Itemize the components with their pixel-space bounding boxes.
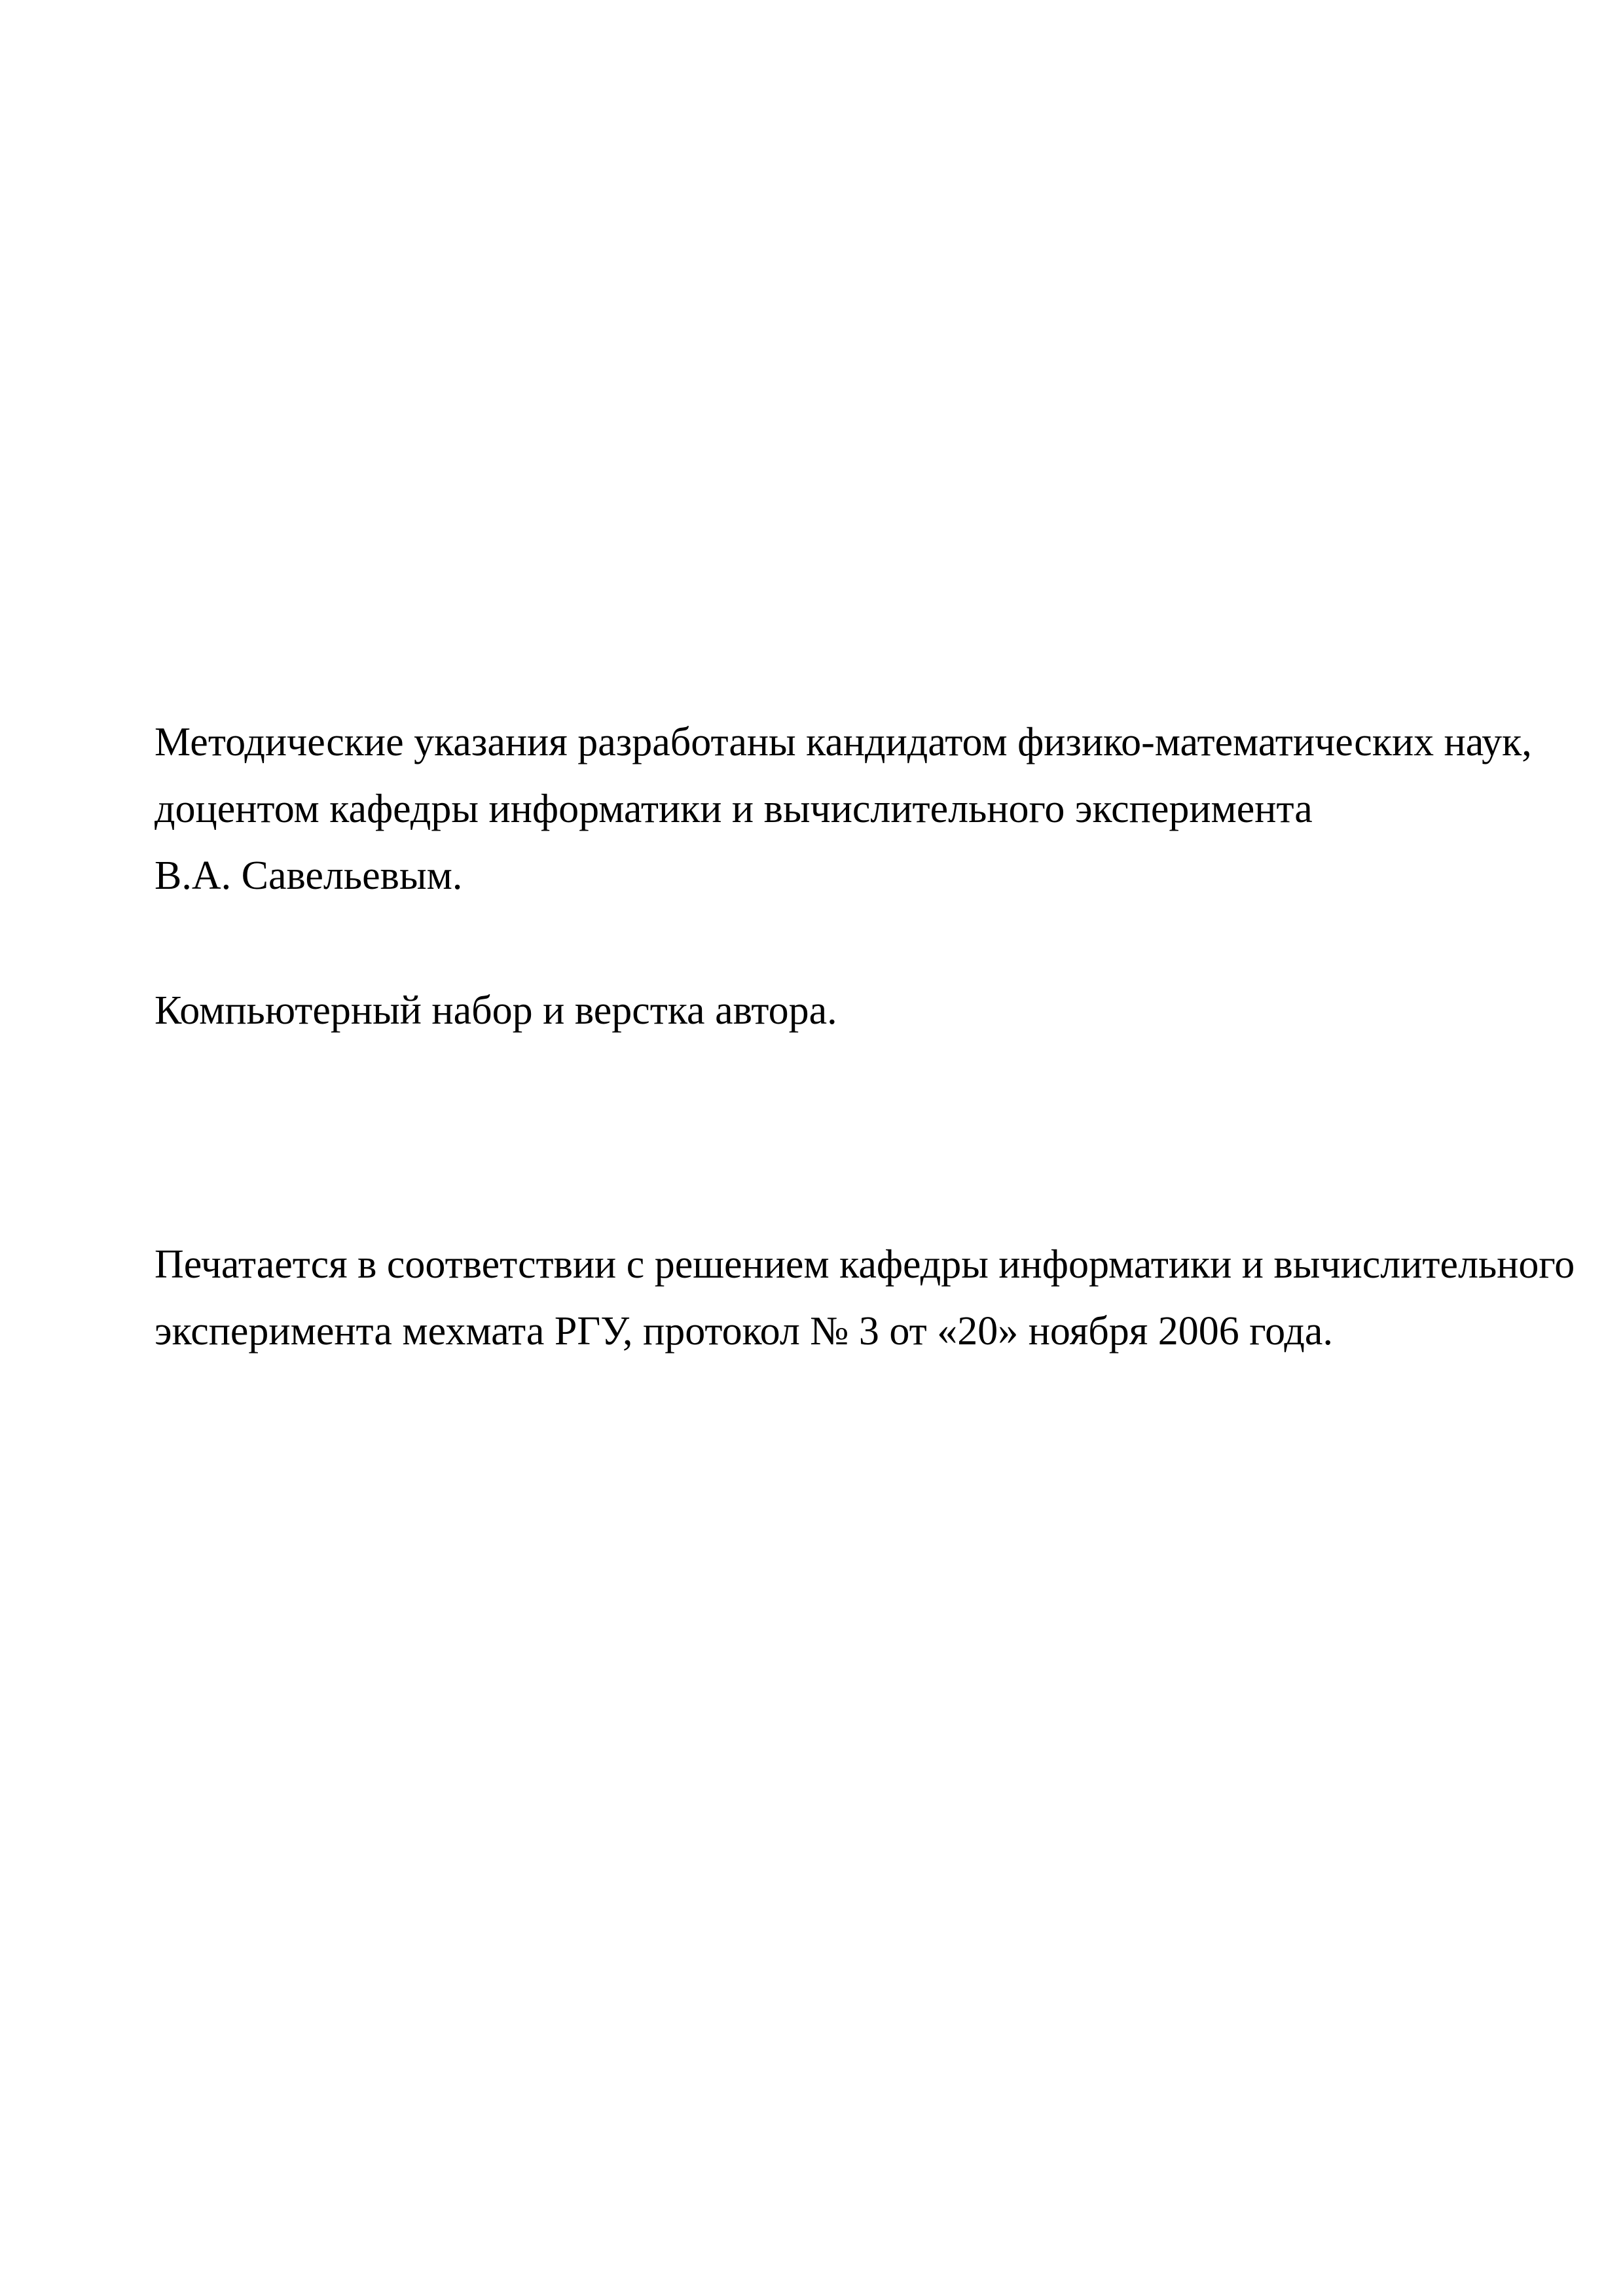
authors-line-1: Методические указания разработаны кандидатом физико-математических наук,	[155, 720, 1532, 764]
authors-line-3: В.А. Савельевым.	[155, 853, 463, 898]
approval-line-2: эксперимента мехмата РГУ, протокол № 3 от «20» ноября 2006 года.	[155, 1309, 1333, 1354]
approval-line-1: Печатается в соответствии с решением кафедры информатики и вычислительного	[155, 1242, 1575, 1287]
authors-line-2: доцентом кафедры информатики и вычислительного эксперимента	[155, 787, 1313, 831]
typesetting-note: Компьютерный набор и верстка автора.	[155, 988, 837, 1033]
